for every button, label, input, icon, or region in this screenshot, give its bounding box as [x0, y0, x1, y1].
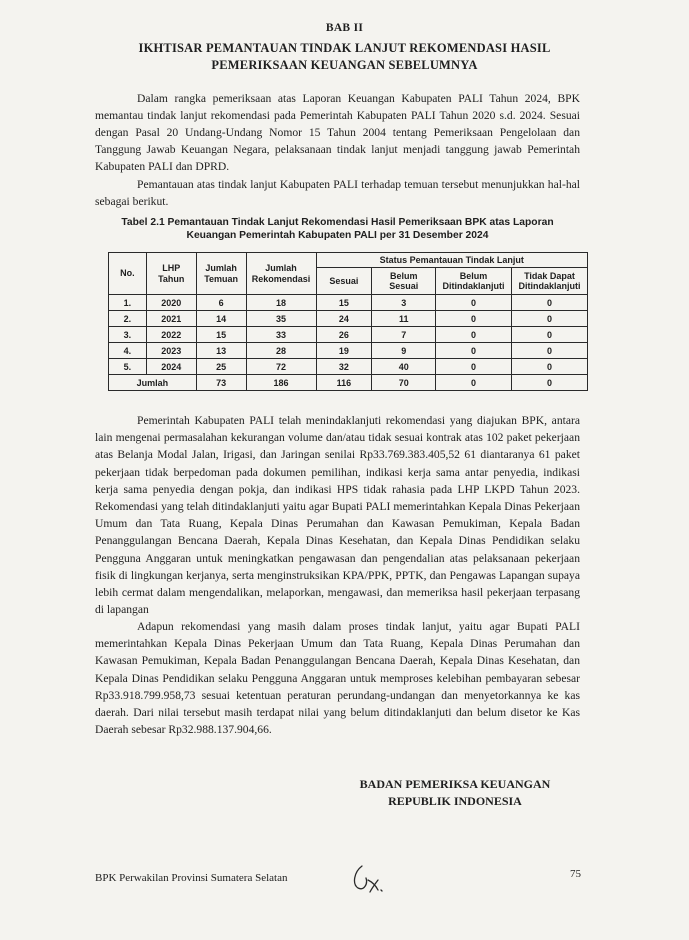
header-sesuai: Sesuai — [316, 268, 372, 295]
table-total-row — [109, 375, 588, 391]
header-lhp — [146, 253, 196, 295]
header-belum-ditindaklanjuti — [436, 268, 512, 295]
paraf-initial-mark — [348, 860, 388, 896]
header-tdk-dapat-line1: Tidak Dapat — [524, 270, 575, 281]
cell-sesuai: 15 — [316, 295, 372, 311]
footer-office: BPK Perwakilan Provinsi Sumatera Selatan — [95, 872, 288, 884]
page-number: 75 — [570, 868, 581, 880]
cell-rekomendasi: 35 — [246, 311, 316, 327]
table-row — [109, 327, 588, 343]
cell-rekomendasi: 72 — [246, 359, 316, 375]
pending-follow-up-paragraph: Adapun rekomendasi yang masih dalam proses tindak lanjut, yaitu agar Bupati PALI memerintahkan Kepala Dinas Pekerjaan Umum dan Tata Ruang, Kepala Dinas Perumahan dan Kawasan Pemukiman, Kepala Badan Penanggulangan Bencana Daerah, Kepala Dinas Kesehatan, dan Kepala Dinas Pendidikan selaku Pengguna Anggaran untuk memproses kelebihan pembayaran sebesar Rp33.918.799.958,73 sesuai ketentuan peraturan perundang-undangan dan menyetorkannya ke kas daerah. Dari nilai tersebut masih terdapat nilai yang belum ditindaklanjuti dan belum disetor ke Kas Daerah sebesar Rp32.988.137.904,66. — [95, 620, 580, 737]
chapter-title — [80, 40, 609, 74]
cell-total-belum-sesuai: 70 — [372, 375, 436, 391]
table-row — [109, 311, 588, 327]
header-lhp-line2: Tahun — [158, 273, 185, 284]
header-tdk-dapat-line2: Ditindaklanjuti — [518, 281, 581, 291]
cell-no: 4. — [109, 343, 147, 359]
chapter-title-line1: IKHTISAR PEMANTAUAN TINDAK LANJUT REKOMENDASI HASIL — [138, 41, 551, 55]
cell-temuan: 15 — [196, 327, 246, 343]
header-temuan — [196, 253, 246, 295]
table-row — [109, 295, 588, 311]
intro-paragraph: Dalam rangka pemeriksaan atas Laporan Keuangan Kabupaten PALI Tahun 2024, BPK memantau tindak lanjut rekomendasi pada Pemerintah Kabupaten PALI Tahun 2020 s.d. 2024. Sesuai dengan Pasal 20 Undang-Undang Nomor 15 Tahun 2004 tentang Pemeriksaan Pengelolaan dan Tanggung Jawab Keuangan Negara, pelaksanaan tindak lanjut menjadi tanggung jawab Pemerintah Kabupaten PALI dan DPRD. — [95, 92, 580, 173]
cell-temuan: 25 — [196, 359, 246, 375]
cell-no: 5. — [109, 359, 147, 375]
cell-sesuai: 26 — [316, 327, 372, 343]
signature-block — [300, 776, 610, 810]
signature-line1: BADAN PEMERIKSA KEUANGAN — [359, 777, 551, 791]
table-caption-line1: Tabel 2.1 Pemantauan Tindak Lanjut Rekomendasi Hasil Pemeriksaan BPK atas Laporan — [121, 217, 554, 228]
completed-follow-up-paragraph: Pemerintah Kabupaten PALI telah menindaklanjuti rekomendasi yang diajukan BPK, antara lain mengenai permasalahan kekurangan volume dan/atau tidak sesuai kontrak atas 102 paket pekerjaan atas Belanja Modal Jalan, Irigasi, dan Jaringan senilai Rp33.769.383.405,52 61 diantaranya 61 paket pekerjaan tidak berpedoman pada dokumen pemilihan, indikasi kerja sama antar penyedia, indikasi kerja sama penyedia dengan pokja, dan indikasi HPS tidak rahasia pada LHP LKPD Tahun 2023. Rekomendasi yang telah ditindaklanjuti yaitu agar Bupati PALI memerintahkan Kepala Dinas Pekerjaan Umum dan Tata Ruang, Kepala Dinas Perumahan dan Kawasan Pemukiman, Kepala Badan Penanggulangan Bencana Daerah, Kepala Dinas Kesehatan, dan Kepala Dinas Pendidikan selaku Pengguna Anggaran untuk meningkatkan pengawasan dan pengendalian atas pelaksanaan pekerjaan fisik di lingkungan kerjanya, serta menginstruksikan KPA/PPK, PPTK, dan Pengawas Lapangan supaya lebih cermat dalam mengendalikan, melaporkan, mengawasi, dan memeriksa hasil pekerjaan terpasang di lapangan — [95, 414, 580, 617]
cell-tdk-dapat: 0 — [512, 343, 588, 359]
header-rekomendasi — [246, 253, 316, 295]
cell-belum-sesuai: 11 — [372, 311, 436, 327]
cell-belum-ditl: 0 — [436, 311, 512, 327]
chapter-title-line2: PEMERIKSAAN KEUANGAN SEBELUMNYA — [211, 58, 478, 72]
header-status-group: Status Pemantauan Tindak Lanjut — [316, 253, 588, 268]
cell-tahun: 2021 — [146, 311, 196, 327]
cell-belum-sesuai: 3 — [372, 295, 436, 311]
cell-total-label: Jumlah — [109, 375, 197, 391]
cell-belum-ditl: 0 — [436, 295, 512, 311]
table-row — [109, 359, 588, 375]
cell-total-belum-ditl: 0 — [436, 375, 512, 391]
cell-belum-sesuai: 40 — [372, 359, 436, 375]
cell-tahun: 2023 — [146, 343, 196, 359]
header-no: No. — [109, 253, 147, 295]
header-temuan-line1: Jumlah — [205, 263, 237, 273]
cell-total-sesuai: 116 — [316, 375, 372, 391]
cell-tahun: 2020 — [146, 295, 196, 311]
cell-temuan: 14 — [196, 311, 246, 327]
cell-total-temuan: 73 — [196, 375, 246, 391]
follow-up-table — [108, 252, 588, 391]
cell-sesuai: 32 — [316, 359, 372, 375]
cell-rekomendasi: 28 — [246, 343, 316, 359]
cell-temuan: 6 — [196, 295, 246, 311]
monitoring-paragraph: Pemantauan atas tindak lanjut Kabupaten PALI terhadap temuan tersebut menunjukkan hal-hal sebagai berikut. — [95, 178, 580, 208]
cell-total-rekomendasi: 186 — [246, 375, 316, 391]
cell-no: 3. — [109, 327, 147, 343]
cell-belum-ditl: 0 — [436, 327, 512, 343]
cell-total-tdk-dapat: 0 — [512, 375, 588, 391]
header-temuan-line2: Temuan — [204, 273, 239, 284]
cell-belum-sesuai: 9 — [372, 343, 436, 359]
header-rekomendasi-line1: Jumlah — [265, 263, 297, 273]
cell-tahun: 2022 — [146, 327, 196, 343]
table-caption-line2: Keuangan Pemerintah Kabupaten PALI per 31 Desember 2024 — [186, 230, 489, 241]
signature-line2: REPUBLIK INDONESIA — [388, 794, 522, 808]
cell-sesuai: 19 — [316, 343, 372, 359]
cell-tahun: 2024 — [146, 359, 196, 375]
cell-tdk-dapat: 0 — [512, 295, 588, 311]
header-belum-sesuai-line1: Belum — [389, 270, 418, 281]
cell-belum-ditl: 0 — [436, 359, 512, 375]
header-belum-sesuai — [372, 268, 436, 295]
cell-tdk-dapat: 0 — [512, 327, 588, 343]
header-belum-sesuai-line2: Sesuai — [389, 281, 419, 291]
cell-tdk-dapat: 0 — [512, 311, 588, 327]
cell-belum-sesuai: 7 — [372, 327, 436, 343]
cell-no: 1. — [109, 295, 147, 311]
cell-belum-ditl: 0 — [436, 343, 512, 359]
cell-rekomendasi: 33 — [246, 327, 316, 343]
cell-no: 2. — [109, 311, 147, 327]
cell-temuan: 13 — [196, 343, 246, 359]
cell-sesuai: 24 — [316, 311, 372, 327]
header-belum-ditl-line2: Ditindaklanjuti — [442, 281, 505, 291]
cell-rekomendasi: 18 — [246, 295, 316, 311]
cell-tdk-dapat: 0 — [512, 359, 588, 375]
table-caption — [95, 216, 580, 242]
header-lhp-line1: LHP — [162, 263, 181, 273]
chapter-heading: BAB II — [325, 22, 364, 34]
header-rekomendasi-line2: Rekomendasi — [251, 273, 311, 284]
header-tidak-dapat — [512, 268, 588, 295]
table-row — [109, 343, 588, 359]
header-belum-ditl-line1: Belum — [459, 270, 488, 281]
